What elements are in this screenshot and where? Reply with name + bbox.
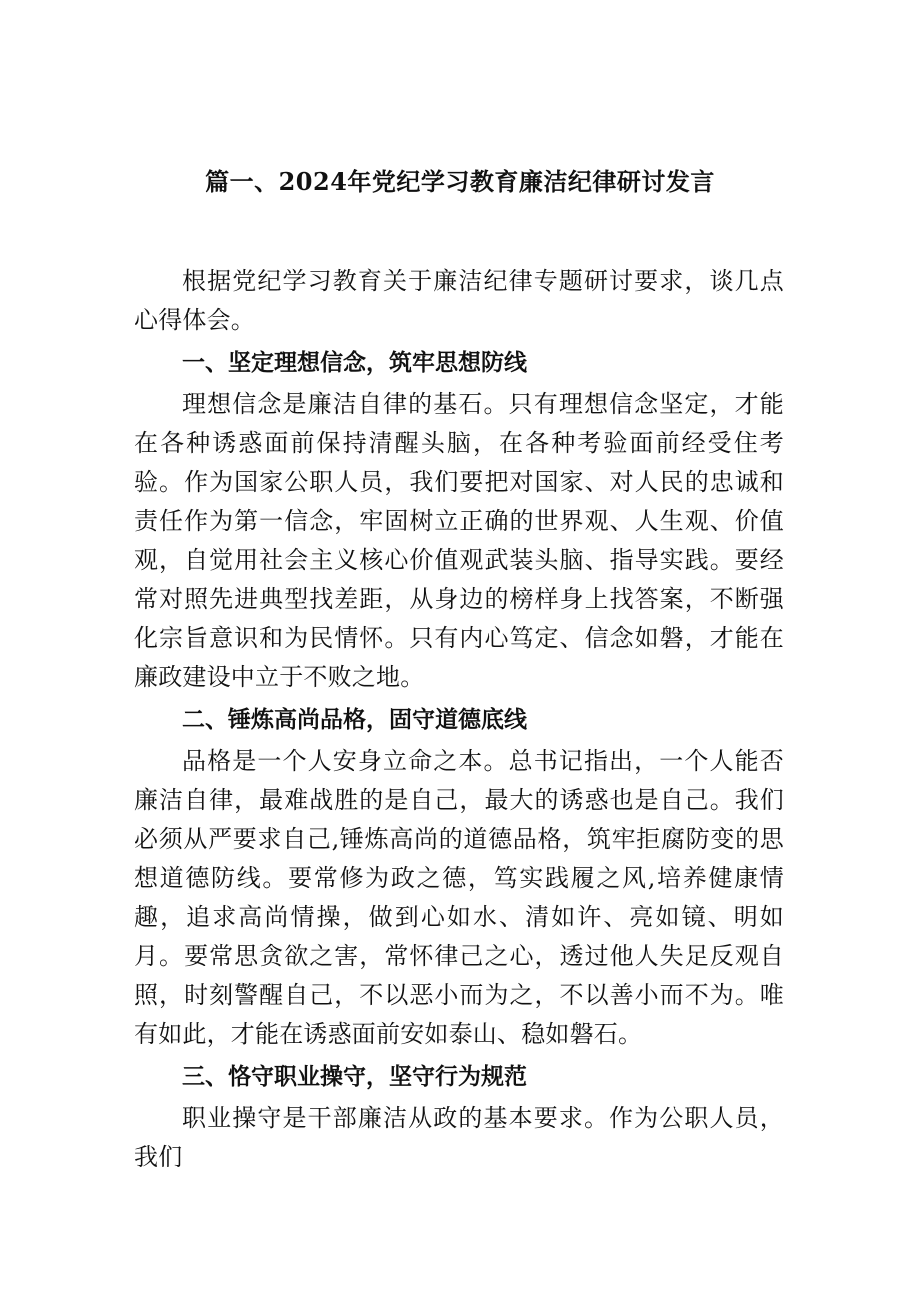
section-1-paragraph: 理想信念是廉洁自律的基石。只有理想信念坚定，才能在各种诱惑面前保持清醒头脑，在各种考验面前经受住考验。作为国家公职人员，我们要把对国家、对人民的忠诚和责任作为第一信念，牢固树立正确的世界观、人生观、价值观，自觉用社会主义核心价值观武装头脑、指导实践。要经常对照先进典型找差距，从身边的榜样身上找答案，不断强化宗旨意识和为民情怀。只有内心笃定、信念如磐，才能在廉政建设中立于不败之地。 (134, 390, 784, 691)
document-body (134, 262, 784, 1177)
section-2-paragraph: 品格是一个人安身立命之本。总书记指出，一个人能否廉洁自律，最难战胜的是自己，最大的诱惑也是自己。我们必须从严要求自己,锤炼高尚的道德品格，筑牢拒腐防变的思想道德防线。要常修为政之德，笃实践履之风,培养健康情趣，追求高尚情操，做到心如水、清如许、亮如镜、明如月。要常思贪欲之害，常怀律己之心，透过他人失足反观自照，时刻警醒自己，不以恶小而为之，不以善小而不为。唯有如此，才能在诱惑面前安如泰山、稳如磐石。 (134, 747, 784, 1048)
section-2-heading: 二、锤炼高尚品格，固守道德底线 (182, 707, 527, 733)
section-3-heading: 三、恪守职业操守，坚守行为规范 (182, 1064, 527, 1090)
document-title: 篇一、2024年党纪学习教育廉洁纪律研讨发言 (205, 167, 715, 196)
section-3-paragraph: 职业操守是干部廉洁从政的基本要求。作为公职人员，我们 (134, 1104, 784, 1171)
section-1-heading: 一、坚定理想信念，筑牢思想防线 (182, 350, 527, 376)
intro-paragraph: 根据党纪学习教育关于廉洁纪律专题研讨要求，谈几点心得体会。 (134, 267, 784, 334)
